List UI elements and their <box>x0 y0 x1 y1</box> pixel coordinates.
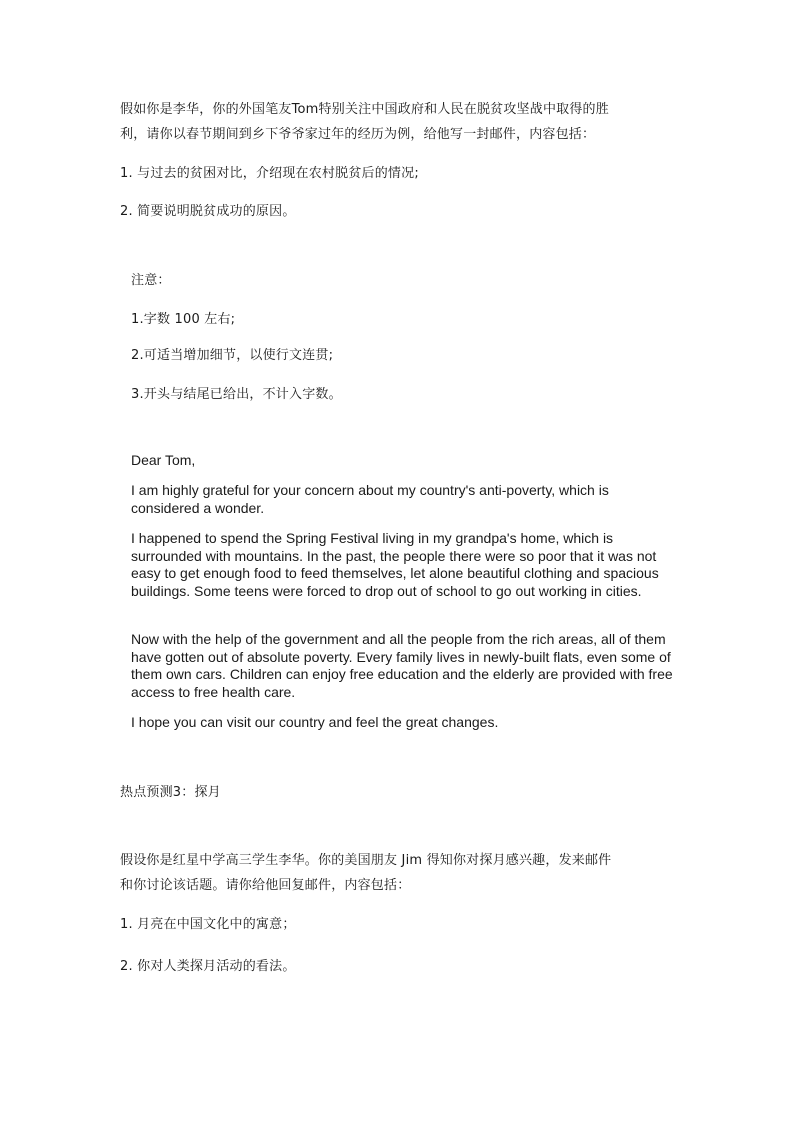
letter-greeting: Dear Tom, <box>131 452 196 468</box>
letter-paragraph-2: I happened to spend the Spring Festival living in my grandpa's home, which is surrounded with mountains. In the past, the people there were so poor that it was not easy to get enough food to feed themselves, let alone beautiful clothing and spacious buildings. Some teens were forced to drop out of school to go out working in cities. <box>131 530 659 599</box>
section2-heading: 热点预测3：探月 <box>120 785 221 800</box>
section2-intro-line2: 和你讨论该话题。请你给他回复邮件，内容包括： <box>120 878 411 893</box>
letter-paragraph-4: I hope you can visit our country and feel the great changes. <box>131 714 499 730</box>
notes-item-1: 1.字数 100 左右; <box>131 312 236 327</box>
task1-point-1: 1. 与过去的贫困对比，介绍现在农村脱贫后的情况; <box>120 166 419 181</box>
notes-item-2: 2.可适当增加细节，以使行文连贯; <box>131 348 334 363</box>
task1-intro-line1: 假如你是李华，你的外国笔友Tom特别关注中国政府和人民在脱贫攻坚战中取得的胜 <box>120 102 609 117</box>
section2-intro-line1: 假设你是红星中学高三学生李华。你的美国朋友 Jim 得知你对探月感兴趣，发来邮件 <box>120 853 612 868</box>
notes-item-3: 3.开头与结尾已给出，不计入字数。 <box>131 387 342 402</box>
section2-point-2: 2. 你对人类探月活动的看法。 <box>120 959 296 974</box>
task1-intro-line2: 利，请你以春节期间到乡下爷爷家过年的经历为例，给他写一封邮件，内容包括： <box>120 127 596 142</box>
section2-point-1: 1. 月亮在中国文化中的寓意； <box>120 917 296 932</box>
task1-point-2: 2. 简要说明脱贫成功的原因。 <box>120 204 296 219</box>
letter-paragraph-1: I am highly grateful for your concern about my country's anti-poverty, which is considered a wonder. <box>131 482 609 516</box>
notes-title: 注意： <box>131 273 171 288</box>
letter-paragraph-3: Now with the help of the government and all the people from the rich areas, all of them have gotten out of absolute poverty. Every family lives in newly-built flats, even some of them own cars. Children can enjoy free education and the elderly are provided with free access to free health care. <box>131 631 673 700</box>
